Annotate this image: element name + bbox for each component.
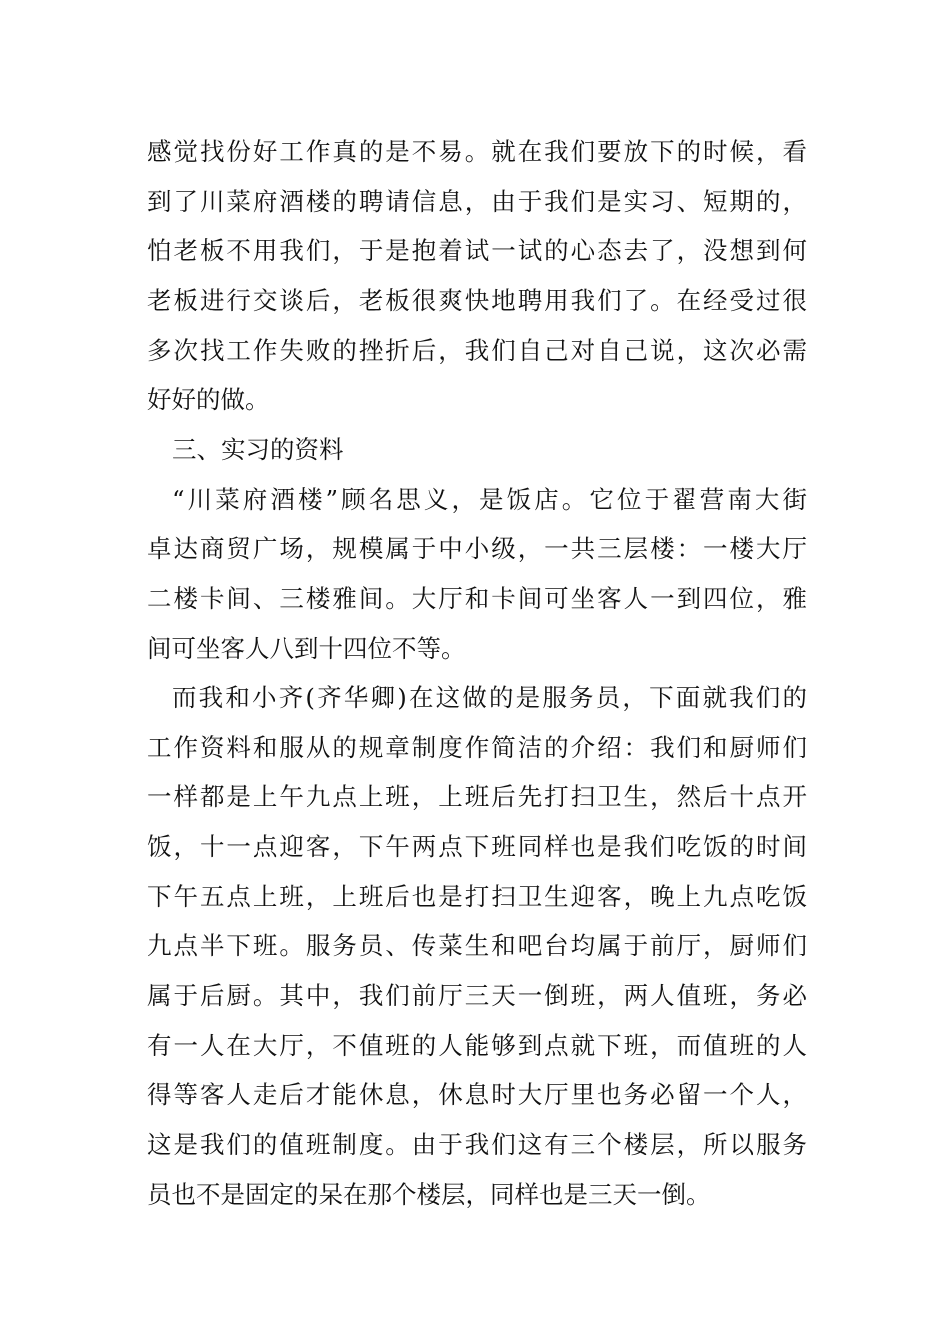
paragraph-2-line-2: 卓达商贸广场，规模属于中小级，一共三层楼：一楼大厅 [147, 534, 807, 563]
paragraph-3-line-3: 一样都是上午九点上班，上班后先打扫卫生，然后十点开 [147, 782, 807, 811]
paragraph-3-line-4: 饭，十一点迎客，下午两点下班同样也是我们吃饭的时间 [147, 832, 807, 861]
paragraph-3-line-5: 下午五点上班，上班后也是打扫卫生迎客，晚上九点吃饭 [147, 882, 807, 911]
paragraph-3-line-10: 这是我们的值班制度。由于我们这有三个楼层，所以服务 [147, 1130, 807, 1159]
paragraph-3-line-6: 九点半下班。服务员、传菜生和吧台均属于前厅，厨师们 [147, 931, 807, 960]
paragraph-1-line-4: 老板进行交谈后，老板很爽快地聘用我们了。在经受过很 [147, 286, 807, 315]
paragraph-3-line-9: 得等客人走后才能休息，休息时大厅里也务必留一个人， [147, 1080, 807, 1109]
paragraph-3-line-7: 属于后厨。其中，我们前厅三天一倒班，两人值班，务必 [147, 981, 807, 1010]
paragraph-2-line-4: 间可坐客人八到十四位不等。 [147, 634, 466, 663]
paragraph-1-line-3: 怕老板不用我们，于是抱着试一试的心态去了，没想到何 [147, 236, 807, 265]
paragraph-1-line-1: 感觉找份好工作真的是不易。就在我们要放下的时候，看 [147, 137, 807, 166]
paragraph-3-line-2: 工作资料和服从的规章制度作简洁的介绍：我们和厨师们 [147, 733, 807, 762]
paragraph-2-line-1: “川菜府酒楼”顾名思义，是饭店。它位于翟营南大街 [172, 485, 807, 514]
paragraph-1-line-2: 到了川菜府酒楼的聘请信息，由于我们是实习、短期的， [147, 187, 807, 216]
paragraph-3-line-1: 而我和小齐(齐华卿)在这做的是服务员，下面就我们的 [172, 683, 807, 712]
paragraph-1-line-6: 好好的做。 [147, 385, 270, 414]
paragraph-2-line-3: 二楼卡间、三楼雅间。大厅和卡间可坐客人一到四位，雅 [147, 584, 807, 613]
paragraph-1-line-5: 多次找工作失败的挫折后，我们自己对自己说，这次必需 [147, 336, 807, 365]
paragraph-3-line-11: 员也不是固定的呆在那个楼层，同样也是三天一倒。 [147, 1180, 711, 1209]
section-heading: 三、实习的资料 [172, 435, 344, 464]
paragraph-3-line-8: 有一人在大厅，不值班的人能够到点就下班，而值班的人 [147, 1031, 807, 1060]
